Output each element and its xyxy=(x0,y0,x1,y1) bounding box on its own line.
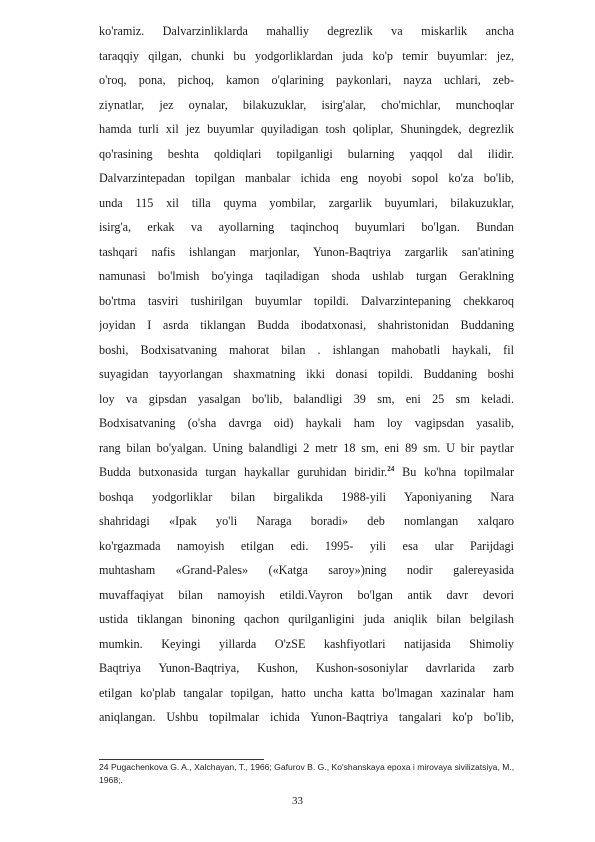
text-line: rang bilan bo'yalgan. Uning balandligi 2 metr 18 sm, eni 89 sm. U bir paytlar xyxy=(99,440,514,455)
text-line: ko'rgazmada namoyish etilgan edi. 1995- yili esa ular Parijdagi xyxy=(99,538,514,553)
text-line: bo'rtma tasviri tushirilgan buyumlar topildi. Dalvarzintepaning chekkaroq xyxy=(99,293,514,308)
text-line-with-footnote xyxy=(99,460,514,485)
text-line: Dalvarzintepadan topilgan manbalar ichida eng noyobi sopol ko'za bo'lib, xyxy=(99,171,514,185)
text-line-segment: Budda butxonasida turgan haykallar guruhidan biridir. xyxy=(99,465,388,479)
text-line: isirg'a, erkak va ayollarning taqinchoq buyumlari bo'lgan. Bundan xyxy=(99,220,514,234)
text-line: muvaffaqiyat bilan namoyish etildi.Vayron bo'lgan antik davr devori xyxy=(99,587,514,602)
text-line: ustida tiklangan binoning qachon qurilganligini juda aniqlik bilan belgilash xyxy=(99,612,514,626)
text-line: loy va gipsdan yasalgan bo'lib, balandligi 39 sm, eni 25 sm keladi. xyxy=(99,391,514,406)
text-line: suyagidan tayyorlangan shaxmatning ikki donasi topildi. Buddaning boshi xyxy=(99,367,514,381)
text-line: o'roq, pona, pichoq, kamon o'qlarining paykonlari, nayza uchlari, zeb- xyxy=(99,73,514,87)
text-line: boshi, Bodxisatvaning mahorat bilan . ishlangan mahobatli haykali, fil xyxy=(99,342,514,357)
text-line: aniqlangan. Ushbu topilmalar ichida Yunon-Baqtriya tangalari ko'p bo'lib, xyxy=(99,710,514,724)
text-line: joyidan I asrda tiklangan Budda ibodatxonasi, shahristonidan Buddaning xyxy=(99,318,514,332)
body-text xyxy=(99,19,514,730)
text-line: ziynatlar, jez oynalar, bilakuzuklar, isirg'alar, cho'michlar, munchoqlar xyxy=(99,97,514,112)
text-line: Baqtriya Yunon-Baqtriya, Kushon, Kushon-sosoniylar davrlarida zarb xyxy=(99,661,514,675)
text-line: namunasi bo'lmish bo'yinga taqiladigan shoda ushlab turgan Geraklning xyxy=(99,269,514,283)
text-line: boshqa yodgorliklar bilan birgalikda 1988-yili Yaponiyaning Nara xyxy=(99,489,514,504)
text-line: mumkin. Keyingi yillarda O'zSE kashfiyotlari natijasida Shimoliy xyxy=(99,636,514,651)
text-line: hamda turli xil jez buyumlar quyiladigan tosh qoliplar, Shuningdek, degrezlik xyxy=(99,122,514,136)
text-line: Bodxisatvaning (o'sha davrga oid) haykali ham loy vagipsdan yasalib, xyxy=(99,416,514,430)
text-line: qo'rasining beshta qoldiqlari topilganligi bularning yaqqol dal ilidir. xyxy=(99,146,514,161)
text-line: etilgan ko'plab tangalar topilgan, hatto uncha katta bo'lmagan xazinalar ham xyxy=(99,685,514,700)
text-line: unda 115 xil tilla quyma yombilar, zargarlik buyumlari, bilakuzuklar, xyxy=(99,195,514,210)
text-line: shahridagi «Ipak yo'li Naraga boradi» deb nomlangan xalqaro xyxy=(99,514,514,528)
text-line: taraqqiy qilgan, chunki bu yodgorliklardan juda ko'p temir buyumlar: jez, xyxy=(99,48,514,63)
text-line-segment: Bu ko'hna topilmalar xyxy=(394,465,514,479)
text-line: ko'ramiz. Dalvarzinliklarda mahalliy degrezlik va miskarlik ancha xyxy=(99,24,514,38)
text-line: muhtasham «Grand-Pales» («Katga saroy»)ning nodir galereyasida xyxy=(99,563,514,577)
footnote: 24 Pugachenkova G. A., Xalchayan, T., 1966; Gafurov B. G., Ko'shanskaya epoxa i mirovaya sivilizatsiya, M., 1968;. xyxy=(99,762,515,785)
page-number: 33 xyxy=(292,795,303,807)
text-line: tashqari nafis ishlangan marjonlar, Yunon-Baqtriya zargarlik san'atining xyxy=(99,244,514,259)
footnote-divider xyxy=(99,759,264,760)
footnote-marker[interactable]: 24 xyxy=(387,465,395,473)
